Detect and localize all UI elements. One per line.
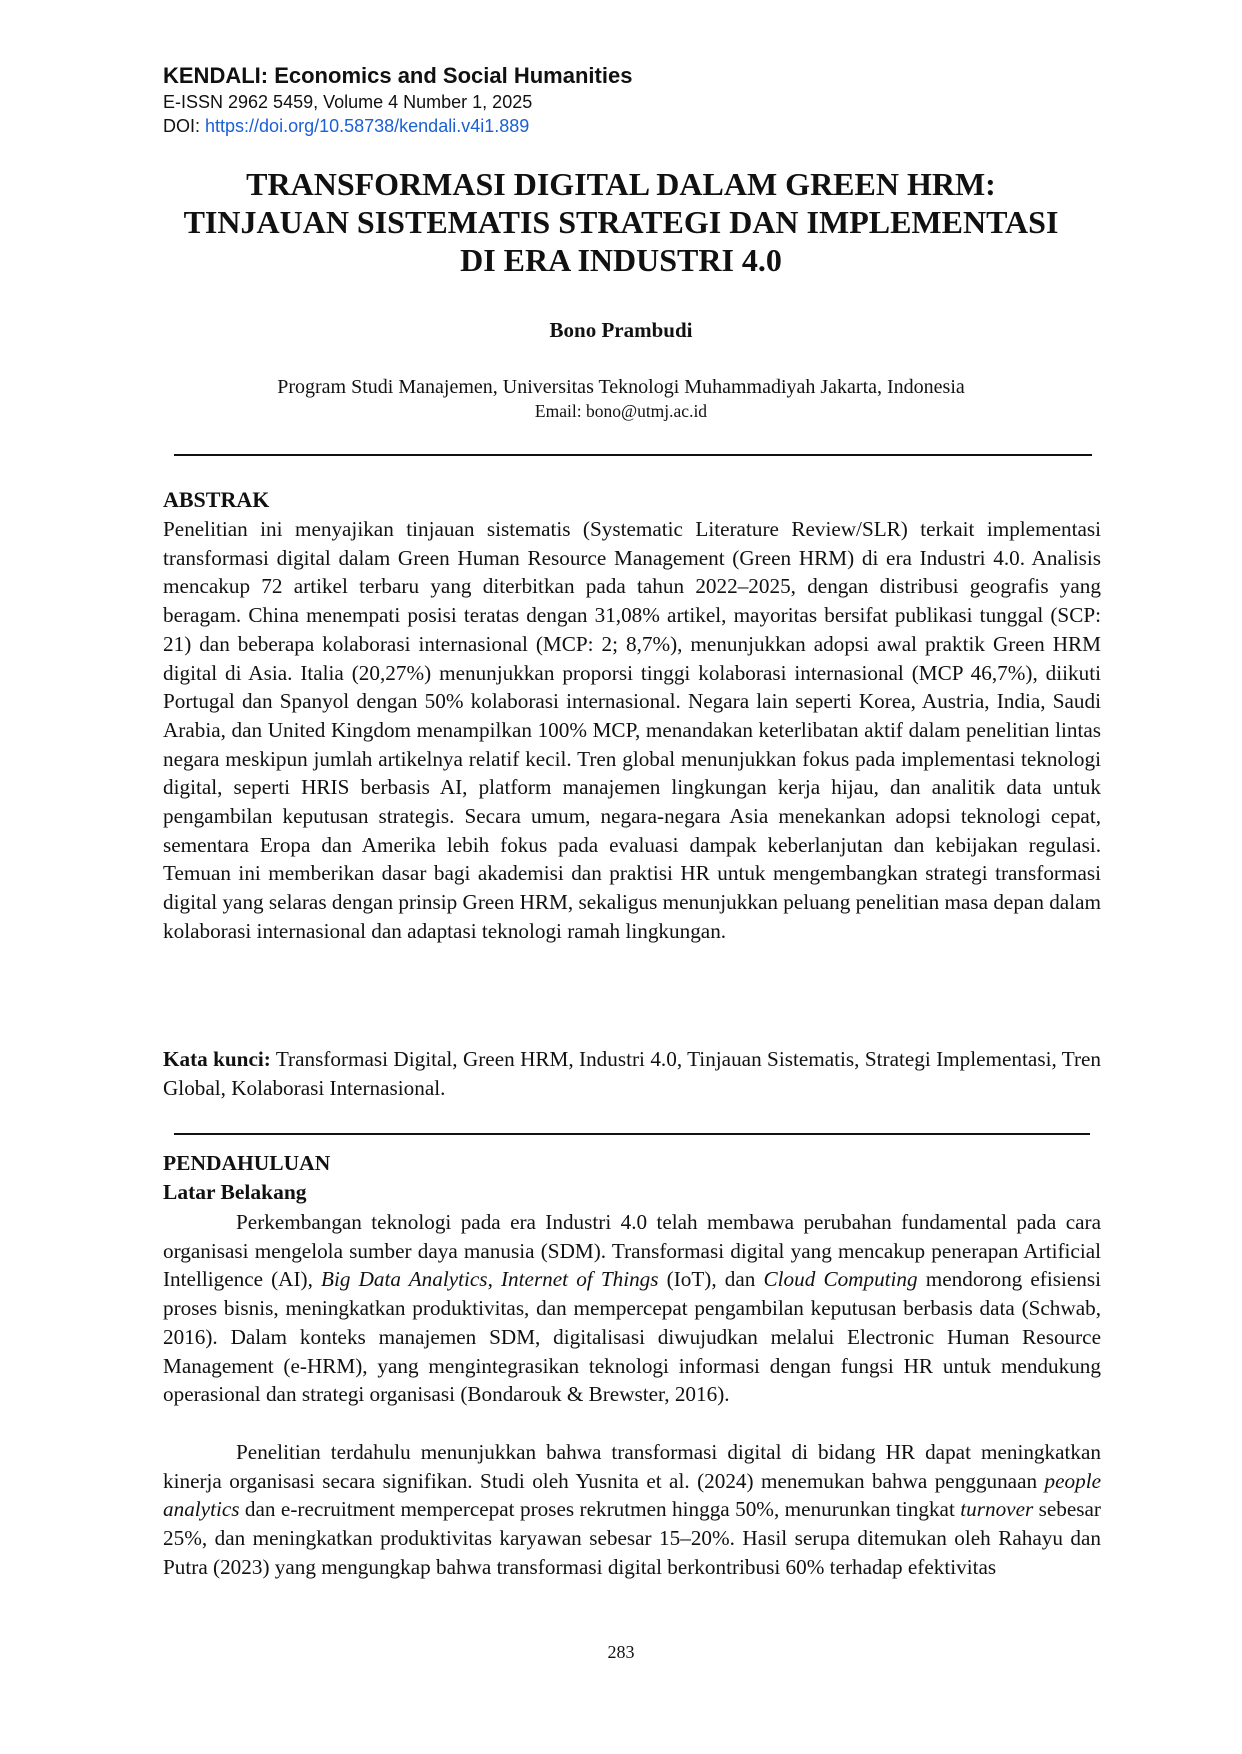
intro-paragraph-2	[163, 1438, 1101, 1582]
p1-text-4: mendorong efisiensi proses bisnis, meningkatkan produktivitas, dan mempercepat pengambilan keputusan berbasis data (Schwab, 2016). Dalam konteks manajemen SDM, digitalisasi diwujudkan melalui Electronic Human Resource Management (e-HRM), yang mengintegrasikan teknologi informasi dengan fungsi HR untuk mendukung operasional dan strategi organisasi (Bondarouk & Brewster, 2016).	[163, 1267, 1101, 1407]
author-name: Bono Prambudi	[549, 318, 693, 342]
abstract-body: Penelitian ini menyajikan tinjauan sistematis (Systematic Literature Review/SLR) terkait implementasi transformasi digital dalam Green Human Resource Management (Green HRM) di era Industri 4.0. Analisis mencakup 72 artikel terbaru yang diterbitkan pada tahun 2022–2025, dengan distribusi geografis yang beragam. China menempati posisi teratas dengan 31,08% artikel, mayoritas bersifat publikasi tunggal (SCP: 21) dan beberapa kolaborasi internasional (MCP: 2; 8,7%), menunjukkan adopsi awal praktik Green HRM digital di Asia. Italia (20,27%) menunjukkan proporsi tinggi kolaborasi internasional (MCP 46,7%), diikuti Portugal dan Spanyol dengan 50% kolaborasi internasional. Negara lain seperti Korea, Austria, India, Saudi Arabia, dan United Kingdom menampilkan 100% MCP, menandakan keterlibatan aktif dalam penelitian lintas negara meskipun jumlah artikelnya relatif kecil. Tren global menunjukkan fokus pada implementasi teknologi digital, seperti HRIS berbasis AI, platform manajemen lingkungan kerja hijau, dan analitik data untuk pengambilan keputusan strategis. Secara umum, negara-negara Asia menekankan adopsi teknologi cepat, sementara Eropa dan Amerika lebih fokus pada evaluasi dampak keberlanjutan dan kebijakan regulasi. Temuan ini memberikan dasar bagi akademisi dan praktisi HR untuk mengembangkan strategi transformasi digital yang selaras dengan prinsip Green HRM, sekaligus menunjukkan peluang penelitian masa depan dalam kolaborasi internasional dan adaptasi teknologi ramah lingkungan.	[163, 517, 1101, 943]
journal-name: KENDALI: Economics and Social Humanities	[163, 63, 633, 88]
journal-doi	[163, 115, 1103, 138]
subsection-heading: Latar Belakang	[163, 1180, 307, 1204]
doi-label: DOI:	[163, 116, 206, 136]
p2-italic-1: people analytics	[163, 1468, 1101, 1522]
keywords-label: Kata kunci:	[163, 1047, 271, 1071]
keywords	[163, 1045, 1101, 1102]
author-email: Email: bono@utmj.ac.id	[534, 401, 708, 421]
keywords-text: Transformasi Digital, Green HRM, Industri 4.0, Tinjauan Sistematis, Strategi Implementasi, Tren Global, Kolaborasi Internasional.	[163, 1047, 1102, 1100]
title-line-1: TRANSFORMASI DIGITAL DALAM GREEN HRM:	[246, 166, 996, 202]
p2-text-2: dan e-recruitment mempercepat proses rekrutmen hingga 50%, menurunkan tingkat	[239, 1497, 961, 1522]
abstract-heading: ABSTRAK	[163, 487, 270, 512]
p2-text-1: Penelitian terdahulu menunjukkan bahwa transformasi digital di bidang HR dapat meningkatkan kinerja organisasi secara signifikan. Studi oleh Yusnita et al. (2024) menemukan bahwa penggunaan	[163, 1440, 1101, 1493]
p2-italic-2: turnover	[960, 1497, 1034, 1522]
p2-text-3: sebesar 25%, dan meningkatkan produktivitas karyawan sebesar 15–20%. Hasil serupa ditemukan oleh Rahayu dan Putra (2023) yang mengungkap bahwa transformasi digital berkontribusi 60% terhadap efektivitas	[163, 1497, 1101, 1579]
title-line-2: TINJAUAN SISTEMATIS STRATEGI DAN IMPLEMENTASI	[183, 204, 1059, 240]
divider-top	[174, 454, 1092, 456]
p1-text-1: Perkembangan teknologi pada era Industri 4.0 telah membawa perubahan fundamental pada cara organisasi mengelola sumber daya manusia (SDM). Transformasi digital yang mencakup penerapan Artificial Intelligence (AI),	[163, 1210, 1101, 1292]
divider-bottom	[174, 1133, 1090, 1135]
paper-title	[100, 165, 1142, 279]
doi-link[interactable]: https://doi.org/10.58738/kendali.v4i1.889	[205, 116, 530, 136]
page-number: 283	[607, 1642, 635, 1662]
intro-paragraph-1	[163, 1208, 1101, 1409]
section-heading: PENDAHULUAN	[163, 1151, 331, 1175]
p1-italic-1: Big Data Analytics	[321, 1267, 488, 1292]
p1-text-3: (IoT), dan	[658, 1267, 764, 1292]
title-line-3: DI ERA INDUSTRI 4.0	[460, 242, 782, 278]
p1-italic-3: Cloud Computing	[763, 1267, 918, 1292]
journal-issn: E-ISSN 2962 5459, Volume 4 Number 1, 2025	[163, 92, 533, 112]
p1-italic-2: Internet of Things	[501, 1267, 659, 1292]
author-affiliation: Program Studi Manajemen, Universitas Teknologi Muhammadiyah Jakarta, Indonesia	[277, 376, 965, 398]
journal-header	[163, 62, 1103, 138]
p1-text-2: ,	[487, 1267, 501, 1292]
